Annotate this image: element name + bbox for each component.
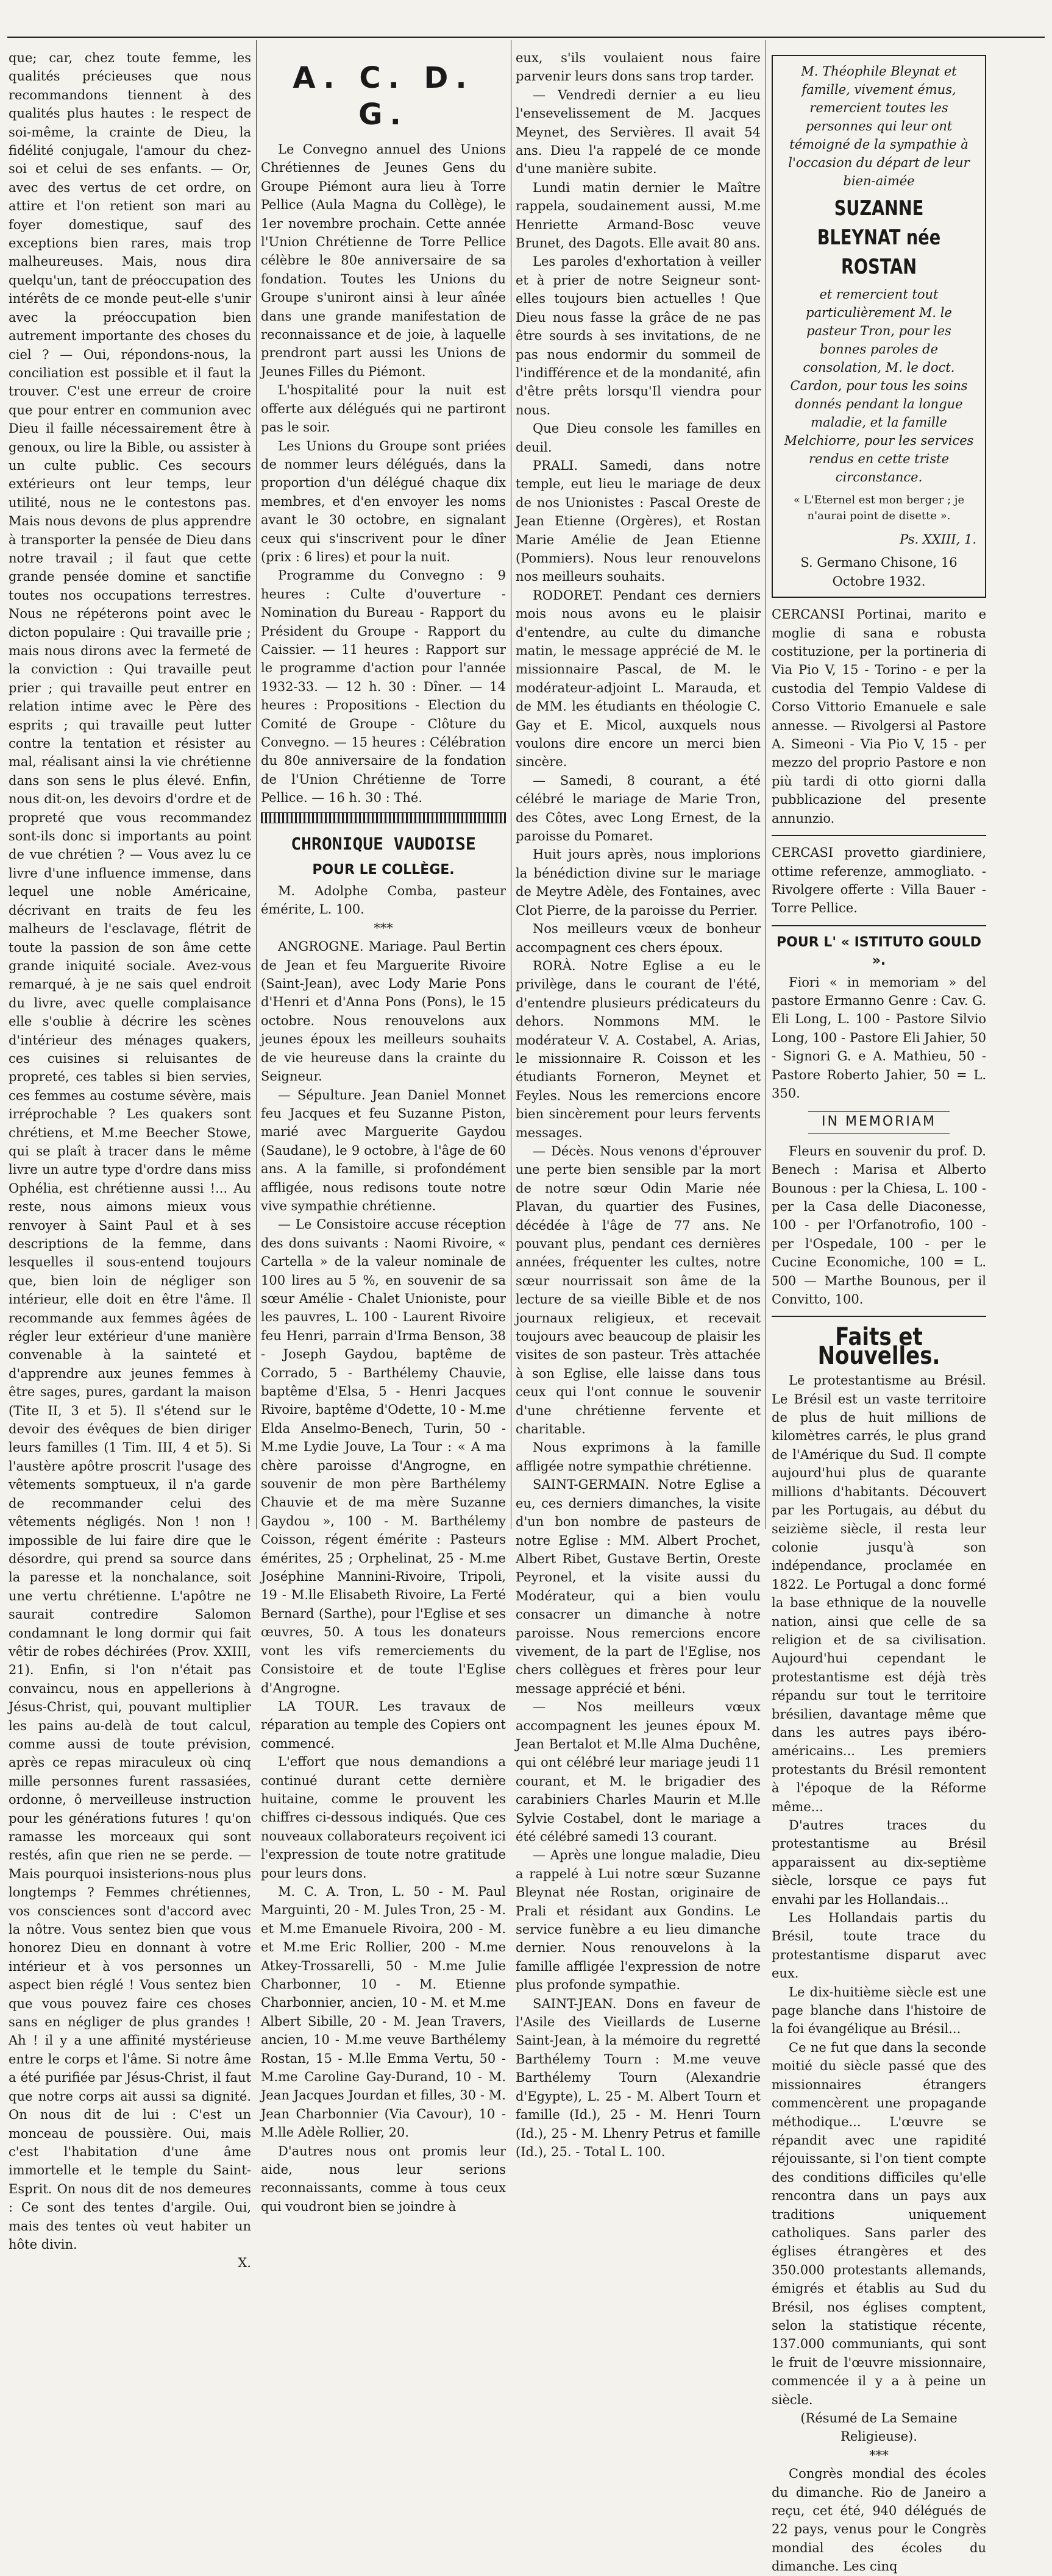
saint-germain-paragraph: SAINT-GERMAIN. Notre Eglise a eu, ces derniers dimanches, la visite d'un bon nombre de pasteurs de notre Eglise : MM. Albert Prochet, Albert Ribet, Gustave Bertin, Oreste Peyronel, et la visite aussi du Modérateur, qui a bien voulu consacrer un dimanche à notre paroisse. Nous remercions encore vivement, de la part de l'Eglise, nos chers collègues et frères pour leur message apprécié et béni.	[516, 1477, 761, 1696]
consistoire-paragraph: — Le Consistoire accuse réception des dons suivants : Naomi Rivoire, « Cartella » de la valeur nominale de 100 lires au 5 %, en souvenir de sa sœur Amélie - Chalet Unioniste, pour les pauvres, L. 100 - Laurent Rivoire feu Henri, parrain d'Irma Benson, 38 - Joseph Gaydou, baptême de Corrado, 5 - Barthélemy Chauvie, baptême d'Elsa, 5 - Henri Jacques Rivoire, baptême d'Odette, 10 - M.me Elda Anselmo-Benech, Turin, 50 - M.me Lydie Jouve, La Tour : « A ma chère paroisse d'Angrogne, en souvenir de mon père Barthélemy Chauvie et de ma mère Suzanne Gaydou », 100 - M. Barthélemy Coisson, régent émérite : Pasteurs émérites, 25 ; Orphelinat, 25 - M.me Joséphine Mannini-Rivoire, Tripoli, 19 - M.lle Elisabeth Rivoire, La Ferté Bernard (Sarthe), pour l'Eglise et ses œuvres, 50. A tous les donateurs vont les vifs remerciements du Consistoire et de toute l'Eglise d'Angrogne.	[261, 1217, 506, 1695]
stars-separator: ***	[374, 920, 393, 935]
angrogne-paragraph: ANGROGNE. Mariage. Paul Bertin de Jean et feu Marguerite Rivoire (Saint-Jean), avec Lody Marie Pons d'Henri et d'Anna Pons (Pons), le 15 octobre. Nous renouvelons aux jeunes époux les meilleurs souhaits de vie heureuse dans la crainte du Seigneur.	[261, 939, 506, 1084]
divider	[772, 1316, 986, 1317]
gould-text: Fiori « in memoriam » del pastore Ermanno Genre : Cav. G. Eli Long, L. 100 - Pastore Silvio Long, 100 - Pastore Eli Jahier, 50 - Signori G. e A. Mathieu, 50 - Pastore Roberto Jahier, 50 = L. 350.	[772, 974, 986, 1101]
chronique-heading: CHRONIQUE VAUDOISE	[291, 833, 476, 854]
latour-paragraph: D'autres nous ont promis leur aide, nous leur serions reconnaissants, comme à tous ceux qui voudront bien se joindre à	[261, 2143, 506, 2214]
bresil-paragraph: Le dix-huitième siècle est une page blanche dans l'histoire de la foi évangélique au Brésil...	[772, 1984, 986, 2037]
article-text: que; car, chez toute femme, les qualités précieuses que nous recommandons tiennent à des qualités plus hautes : le respect de soi-même, la crainte de Dieu, la fidélité conjugale, l'amour du chez-soi et celui de ses enfants. — Or, avec des vertus de cet ordre, on attire et l'on retient son mari au foyer domestique, sauf des exceptions bien rares, mais trop malheureuses. Mais, nous dira quelqu'un, tant de préoccupation des intérêts de ce monde peut-elle s'unir avec la préoccupation bien autrement importante des choses du ciel ? — Oui, répondons-nous, la conciliation est possible et il faut la trouver. C'est une erreur de croire que pour entrer en communion avec Dieu il faille nécessairement être à genoux, ou lire la Bible, ou assister à un culte public. Ces secours extérieurs ont leur temps, leur utilité, nous ne le contestons pas. Mais nous devons de plus apprendre à transporter la pensée de Dieu dans notre travail ; il faut que cette grande pensée domine et sanctifie toutes nos occupations terrestres. Nous ne répéterons point avec le dicton populaire : Qui travaille prie ; mais nous dirons avec la fermeté de la conviction : Qui travaille peut prier ; qui travaille peut entrer en relation intime avec le Père des esprits ; qui travaille peut lutter contre la tentation et résister au mal, réalisant ainsi la vie chrétienne dans son sens le plus élevé. Enfin, nous dit-on, les devoirs d'ordre et de propreté que vous recommandez sont-ils donc si importants au point de vue chrétien ? — Vous avez lu ce livre d'une influence immense, dans lequel une noble Américaine, décrivant en traits de feu les malheurs de l'esclavage, flétrit de toute la passion de son âme cette grande iniquité sociale. Avez-vous remarqué, à je ne sais quel endroit du livre, avec quelle complaisance elle s'oublie à décrire les scènes d'intérieur des ménages quakers, ces cuisines si reluisantes de propreté, ces tables si bien servies, ces femmes au costume sévère, mais irréprochable ? Les quakers sont chrétiens, et M.me Beecher Stowe, qui se plaît à tracer dans le même livre un autre type d'ordre dans miss Ophélia, est chrétienne aussi !... Au reste, nous aimons mieux vous renvoyer à Saint Paul et à ses descriptions de la femme, dans lesquelles il sous-entend toujours que, bien loin de négliger son intérieur, elle doit en être l'âme. Il recommande aux femmes âgées de régler leur extérieur d'une manière convenable à la sainteté et d'apprendre aux jeunes femmes à être sages, pures, gardant la maison (Tite II, 3 et 5). Il s'étend sur le devoir des évêques de bien diriger leurs familles (1 Tim. III, 4 et 5). Si l'austère apôtre proscrit l'usage des vêtements somptueux, il n'a garde de recommander celui des vêtements négligés. Non ! non ! impossible de lui faire dire que le désordre, qui prend sa source dans la paresse et la nonchalance, soit une vertu chrétienne. L'apôtre ne saurait contredire Salomon condamnant le long dormir qui fait vêtir de robes déchirées (Prov. XXIII, 21). Enfin, si l'on n'était pas convaincu, nous en appellerions à Jésus-Christ, qui, pouvant multiplier les pains au-delà de tout calcul, comme aussi de toute prévision, après ce repas miraculeux où cinq mille personnes furent rassasiées, ordonne, ô merveilleuse instruction pour les générations futures ! qu'on ramasse les morceaux qui sont restés, afin que rien ne se perde. — Mais pourquoi insisterions-nous plus longtemps ? Femmes chrétiennes, vos consciences sont d'accord avec la nôtre. Vous sentez bien que vous honorez Dieu en donnant à votre intérieur et à vos personnes un aspect bien réglé ! Vous sentez bien que vous pouvez faire ces choses sans en négliger de plus grandes ! Ah ! il y a une affinité mystérieuse entre le corps et l'âme. Si notre âme a été purifiée par Jésus-Christ, il faut que notre corps ait aussi sa dignité. On nous dit de lui : C'est un monceau de poussière. Oui, mais c'est l'habitation d'une âme immortelle et le temple du Saint-Esprit. On nous dit de nos demeures : Ce sont des tentes d'argile. Oui, mais des tentes où veut habiter un hôte divin.	[9, 51, 251, 2252]
acdg-paragraph: Les Unions du Groupe sont priées de nommer leurs délégués, dans la proportion d'un délégué chaque dix membres, et d'en envoyer les noms avant le 30 octobre, en signalant ceux qui s'inscrivent pour le dîner (prix : 6 lires) et pour la nuit.	[261, 438, 506, 564]
acdg-heading: A. C. D. G.	[293, 61, 474, 132]
cercasi-ad: CERCASI provetto giardiniere, ottime referenze, ammogliato. - Rivolgere offerte : Villa Bauer - Torre Pellice.	[772, 845, 986, 916]
column-2	[261, 49, 506, 2214]
bresil-paragraph: Les Hollandais partis du Brésil, toute trace du protestantisme disparut avec eux.	[772, 1911, 986, 1981]
bresil-paragraph: D'autres traces du protestantisme au Brésil apparaissent au dix-septième siècle, lorsque ce pays fut envahi par les Hollandais...	[772, 1818, 986, 1907]
memoriam-text: Fleurs en souvenir du prof. D. Benech : Marisa et Alberto Bounous : per la Chiesa, L. 100 - per la Casa delle Diaconesse, 100 - per l'Orfanotrofio, 100 - per l'Ospedale, 100 - per le Cucine Economiche, 100 = L. 500 — Marthe Bounous, per il Convitto, 100.	[772, 1143, 986, 1307]
latour-donors: M. C. A. Tron, L. 50 - M. Paul Marguinti, 20 - M. Jules Tron, 25 - M. et M.me Emanuele Rivoira, 200 - M. et M.me Eric Rollier, 200 - M.me Atkey-Trossarelli, 50 - M.me Julie Charbonner, 10 - M. Etienne Charbonnier, ancien, 10 - M. et M.me Albert Sibille, 20 - M. Jean Travers, ancien, 10 - M.me veuve Barthélemy Rostan, 15 - M.lle Emma Vertu, 50 - M.me Caroline Gay-Durand, 10 - M. Jean Jacques Jourdan et filles, 30 - M. Jean Charbonnier (Via Cavour), 10 - M.lle Adèle Rollier, 20.	[261, 1884, 506, 2140]
thanks-name: SUZANNE BLEYNAT née ROSTAN	[817, 196, 941, 279]
memoriam-heading: IN MEMORIAM	[808, 1111, 950, 1133]
rora-paragraph: RORÀ. Notre Eglise a eu le privilège, dans le courant de l'été, d'entendre plusieurs prédicateurs du dehors. Nommons MM. le modérateur V. A. Costabel, A. Arias, le missionnaire R. Coisson et les étudiants Forneron, Meynet et Feyles. Nous les remercions encore bien sincèrement pour leurs fervents messages.	[516, 958, 761, 1140]
column-1	[9, 49, 251, 2271]
congres-paragraph: Congrès mondial des écoles du dimanche. Rio de Janeiro a reçu, cet été, 940 délégués de 22 pays, venus pour le Congrès mondial des écoles du dimanche. Les cinq	[772, 2466, 986, 2574]
paragraph: Que Dieu console les familles en deuil.	[516, 421, 761, 455]
bresil-paragraph: Le protestantisme au Brésil. Le Brésil est un vaste territoire de plus de huit millions de kilomètres carrés, le plus grand de l'Amérique du Sud. Il compte aujourd'hui plus de quarante millions d'habitants. Découvert par les Portugais, au début du seizième siècle, il resta leur colonie jusqu'à son indépendance, proclamée en 1822. Le Portugal a donc formé la base ethnique de la nouvelle nation, ainsi que celle de sa religion et de sa civilisation. Aujourd'hui cependant le protestantisme est déjà très répandu sur tout le territoire brésilien, davantage même que dans les autres pays ibéro-américains... Les premiers protestants du Brésil remontent à l'époque de la Réforme même...	[772, 1373, 986, 1814]
column-divider	[256, 40, 257, 1529]
thanks-intro: M. Théophile Bleynat et famille, vivement émus, remercient toutes les personnes qui leur ont témoigné de la sympathie à l'occasion du départ de leur bien-aimée	[788, 64, 970, 188]
thanks-quote-ref: Ps. XXIII, 1.	[900, 532, 976, 547]
acdg-paragraph: Le Convegno annuel des Unions Chrétiennes de Jeunes Gens du Groupe Piémont aura lieu à Torre Pellice (Aula Magna du Collège), le 1er novembre prochain. Cette année l'Union Chrétienne de Torre Pellice célèbre le 80e anniversaire de sa fondation. Toutes les Unions du Groupe s'uniront ainsi à leur aînée dans une grande manifestation de reconnaissance et de joie, à laquelle prendront part aussi les Unions de Jeunes Filles du Piémont.	[261, 142, 506, 379]
column-3	[516, 49, 761, 2159]
thanks-notice	[772, 55, 986, 598]
top-rule	[7, 37, 1045, 38]
saint-germain-paragraph: — Après une longue maladie, Dieu a rappelé à Lui notre sœur Suzanne Bleynat née Rostan, originaire de Prali et résidant aux Gondins. Le service funèbre a eu lieu dimanche dernier. Nous renouvelons à la famille affligée l'expression de notre plus profonde sympathie.	[516, 1848, 761, 1993]
rodoret-paragraph: Nos meilleurs vœux de bonheur accompagnent ces chers époux.	[516, 921, 761, 955]
thanks-quote: « L'Eternel est mon berger ; je n'aurai point de disette ».	[793, 494, 965, 522]
paragraph: — Vendredi dernier a eu lieu l'ensevelissement de M. Jacques Meynet, des Servières. Il avait 54 ans. Dieu l'a rappelé de ce monde d'une manière subite.	[516, 87, 761, 177]
rodoret-paragraph: — Samedi, 8 courant, a été célébré le mariage de Marie Tron, des Côtes, avec Long Ernest, de la paroisse du Pomaret.	[516, 773, 761, 844]
acdg-paragraph: L'hospitalité pour la nuit est offerte aux délégués qui ne partiront pas le soir.	[261, 383, 506, 435]
faits-heading: Faits et Nouvelles.	[817, 1323, 940, 1370]
college-heading: POUR LE COLLÈGE.	[312, 862, 455, 878]
bresil-paragraph: Ce ne fut que dans la seconde moitié du siècle passé que des missionnaires étrangers commencèrent une propagande méthodique... L'œuvre se répandit avec une rapidité réjouissante, si l'on tient compte des conditions difficiles qu'elle rencontra dans un pays aux traditions uniquement catholiques. Sans parler des églises étrangères et des 350.000 protestants allemands, émigrés et établis au Sud du Brésil, nos églises comptent, selon la statistique récente, 137.000 communiants, qui sont le fruit de l'œuvre missionnaire, commencée il y a à peine un siècle.	[772, 2040, 986, 2407]
prali-paragraph: PRALI. Samedi, dans notre temple, eut lieu le mariage de deux de nos Unionistes : Pascal Oreste de Jean Etienne (Orgères), et Rostan Marie Amélie de Jean Etienne (Pommiers). Nous leur renouvelons nos meilleurs souhaits.	[516, 458, 761, 584]
sepulture-paragraph: — Sépulture. Jean Daniel Monnet feu Jacques et feu Suzanne Piston, marié avec Marguerite Gaydou (Saudane), le 9 octobre, à l'âge de 60 ans. A la famille, si profondément affligée, nous redisons toute notre vive sympathie chrétienne.	[261, 1087, 506, 1213]
bresil-source: (Résumé de La Semaine Religieuse).	[800, 2411, 958, 2444]
rora-paragraph: Nous exprimons à la famille affligée notre sympathie chrétienne.	[516, 1440, 761, 1474]
column-4	[772, 49, 986, 2574]
article-signature: X.	[238, 2255, 251, 2271]
stars-separator: ***	[869, 2447, 889, 2463]
divider	[772, 835, 986, 836]
paragraph: eux, s'ils voulaient nous faire parvenir leurs dons sans trop tarder.	[516, 51, 761, 84]
rora-paragraph: — Décès. Nous venons d'éprouver une perte bien sensible par la mort de notre sœur Odin Marie née Plavan, du quartier des Fusines, décédée à l'âge de 77 ans. Ne pouvant plus, pendant ces dernières années, fréquenter les cultes, notre sœur nourrissait son âme de la lecture de sa vieille Bible et de nos journaux religieux, et recevait toujours avec beaucoup de plaisir les visites de son pasteur. Très attachée à son Eglise, elle laisse dans tous ceux qui l'ont connue le souvenir d'une chrétienne fervente et charitable.	[516, 1143, 761, 1437]
section-divider	[261, 812, 506, 823]
college-text: M. Adolphe Comba, pasteur émérite, L. 100.	[261, 884, 506, 917]
acdg-program: Programme du Convegno : 9 heures : Culte d'ouverture - Nomination du Bureau - Rapport du Président du Groupe - Rapport du Caissier. — 11 heures : Rapport sur le programme d'action pour l'année 1932-33. — 12 h. 30 : Dîner. — 14 heures : Propositions - Election du Comité de Groupe - Clôture du Convegno. — 15 heures : Célébration du 80e anniversaire de la fondation de l'Union Chrétienne de Torre Pellice. — 16 h. 30 : Thé.	[261, 568, 506, 806]
paragraph: Lundi matin dernier le Maître rappela, soudainement aussi, M.me Henriette Armand-Bosc veuve Brunet, des Dagots. Elle avait 80 ans.	[516, 180, 761, 251]
latour-paragraph: LA TOUR. Les travaux de réparation au temple des Copiers ont commencé.	[261, 1698, 506, 1751]
thanks-body: et remercient tout particulièrement M. le pasteur Tron, pour les bonnes paroles de consolation, M. le doct. Cardon, pour tous les soins donnés pendant la longue maladie, et la famille Melchiorre, pour les services rendus en cette triste circonstance.	[784, 287, 974, 484]
latour-paragraph: L'effort que nous demandions a continué durant cette dernière huitaine, comme le prouvent les chiffres ci-dessous indiqués. Que ces nouveaux collaborateurs reçoivent ici l'expression de toute notre gratitude pour leurs dons.	[261, 1755, 506, 1881]
saint-germain-paragraph: — Nos meilleurs vœux accompagnent les jeunes époux M. Jean Bertalot et M.lle Alma Duchêne, qui ont célébré leur mariage jeudi 11 courant, et M. le brigadier des carabiniers Charles Maurin et M.lle Sylvie Costabel, dont le mariage a été célébré samedi 13 courant.	[516, 1700, 761, 1844]
gould-heading: POUR L' « ISTITUTO GOULD ».	[777, 934, 981, 969]
divider	[772, 925, 986, 926]
rodoret-paragraph: Huit jours après, nous implorions la bénédiction divine sur le mariage de Meytre Adèle, des Fontaines, avec Clot Pierre, de la paroisse du Perrier.	[516, 847, 761, 918]
rodoret-paragraph: RODORET. Pendant ces derniers mois nous avons eu le plaisir d'entendre, au culte du dimanche matin, le message apprécié de M. le missionnaire Pascal, de M. le modérateur-adjoint L. Marauda, et de MM. les étudiants en théologie C. Gay et E. Micol, auxquels nous voulons dire encore un merci bien sincère.	[516, 587, 761, 770]
saint-jean-paragraph: SAINT-JEAN. Dons en faveur de l'Asile des Vieillards de Luserne Saint-Jean, à la mémoire du regretté Barthélemy Tourn : M.me veuve Barthélemy Tourn (Alexandrie d'Egypte), L. 25 - M. Albert Tourn et famille (Id.), 25 - M. Henri Tourn (Id.), 25 - M. Lhenry Petrus et famille (Id.), 25. - Total L. 100.	[516, 1996, 761, 2159]
cercansi-ad: CERCANSI Portinai, marito e moglie di sana e robusta costituzione, per la portineria di Via Pio V, 15 - Torino - e per la custodia del Tempio Valdese di Corso Vittorio Emanuele e sale annesse. — Rivolgersi al Pastore A. Simeoni - Via Pio V, 15 - per mezzo del proprio Pastore e non più tardi di otto giorni dalla pubblicazione del presente annunzio.	[772, 607, 986, 826]
paragraph: Les paroles d'exhortation à veiller et à prier de notre Seigneur sont-elles toujours bien actuelles ! Que Dieu nous fasse la grâce de ne pas être sourds à ses invitations, de ne pas nous endormir du sommeil de l'indifférence et de la mondanité, afin d'être prêts lorsqu'Il viendra pour nous.	[516, 254, 761, 417]
thanks-place-date: S. Germano Chisone, 16 Octobre 1932.	[800, 555, 958, 589]
